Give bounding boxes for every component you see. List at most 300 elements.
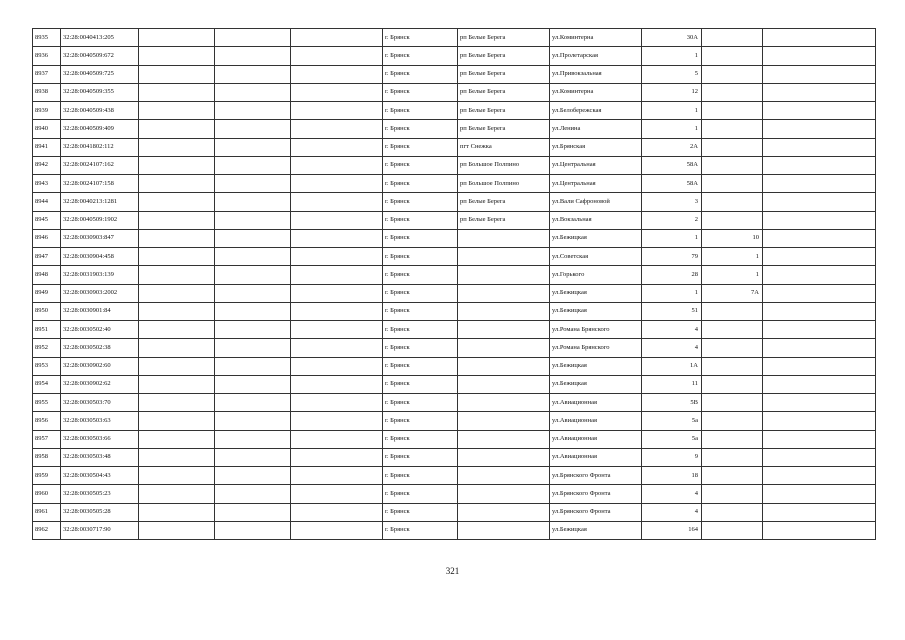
table-cell: 8943 — [33, 175, 61, 193]
table-cell — [291, 467, 383, 485]
table-cell: ул.Бежицкая — [550, 357, 642, 375]
table-cell — [291, 65, 383, 83]
table-cell — [702, 321, 763, 339]
table-cell — [291, 302, 383, 320]
table-cell: 1 — [642, 229, 702, 247]
table-cell — [139, 503, 215, 521]
table-cell — [763, 266, 876, 284]
table-cell — [702, 120, 763, 138]
table-row — [33, 229, 876, 247]
table-cell: 58А — [642, 175, 702, 193]
table-cell: 8952 — [33, 339, 61, 357]
table-cell — [291, 412, 383, 430]
table-cell — [139, 485, 215, 503]
registry-sheet — [32, 28, 875, 540]
table-row — [33, 65, 876, 83]
table-cell — [139, 83, 215, 101]
table-cell: ул.Коминтерна — [550, 83, 642, 101]
table-cell — [139, 248, 215, 266]
table-cell — [291, 193, 383, 211]
table-cell — [763, 321, 876, 339]
table-cell: 8958 — [33, 448, 61, 466]
table-cell: ул.Вокзальная — [550, 211, 642, 229]
table-cell — [763, 120, 876, 138]
table-cell: 28 — [642, 266, 702, 284]
table-cell: г. Брянск — [383, 375, 458, 393]
table-cell: г. Брянск — [383, 503, 458, 521]
table-cell: г. Брянск — [383, 229, 458, 247]
table-cell — [139, 302, 215, 320]
table-cell: 5а — [642, 430, 702, 448]
table-cell — [139, 357, 215, 375]
table-cell — [291, 29, 383, 47]
table-cell — [763, 394, 876, 412]
table-cell: 5а — [642, 412, 702, 430]
table-cell — [291, 156, 383, 174]
table-cell — [291, 521, 383, 539]
table-row — [33, 47, 876, 65]
table-cell: рп Белые Берега — [458, 65, 550, 83]
table-cell: ул.Бежицкая — [550, 302, 642, 320]
table-cell: 4 — [642, 503, 702, 521]
table-cell: 8956 — [33, 412, 61, 430]
table-cell: 8945 — [33, 211, 61, 229]
table-cell: 32:28:0030502:40 — [61, 321, 139, 339]
table-cell — [763, 83, 876, 101]
table-cell — [215, 375, 291, 393]
table-cell: г. Брянск — [383, 175, 458, 193]
table-cell: 32:28:0030503:66 — [61, 430, 139, 448]
table-cell: г. Брянск — [383, 430, 458, 448]
table-cell: г. Брянск — [383, 29, 458, 47]
table-cell: 58А — [642, 156, 702, 174]
table-cell — [139, 375, 215, 393]
table-cell: г. Брянск — [383, 284, 458, 302]
table-cell — [763, 229, 876, 247]
table-cell — [215, 412, 291, 430]
table-cell: 1 — [642, 284, 702, 302]
table-cell: 8960 — [33, 485, 61, 503]
table-cell: 32:28:0030901:84 — [61, 302, 139, 320]
table-cell — [702, 65, 763, 83]
table-cell: рп Белые Берега — [458, 102, 550, 120]
table-cell — [458, 357, 550, 375]
table-cell: рп Белые Берега — [458, 193, 550, 211]
table-cell: 10 — [702, 229, 763, 247]
table-cell: 1 — [642, 102, 702, 120]
table-cell: 1 — [702, 266, 763, 284]
table-cell — [215, 193, 291, 211]
table-cell — [215, 120, 291, 138]
table-cell — [215, 357, 291, 375]
table-cell: рп Белые Берега — [458, 83, 550, 101]
table-cell — [139, 229, 215, 247]
table-cell — [291, 357, 383, 375]
table-cell — [458, 339, 550, 357]
table-cell — [139, 321, 215, 339]
table-cell: 8959 — [33, 467, 61, 485]
table-cell — [291, 339, 383, 357]
table-cell: 8936 — [33, 47, 61, 65]
table-cell — [702, 339, 763, 357]
table-cell — [458, 430, 550, 448]
table-cell: 32:28:0040509:672 — [61, 47, 139, 65]
table-cell — [763, 248, 876, 266]
table-cell: 32:28:0030505:28 — [61, 503, 139, 521]
table-cell: 8957 — [33, 430, 61, 448]
table-cell — [763, 357, 876, 375]
table-cell — [763, 156, 876, 174]
table-cell — [763, 65, 876, 83]
table-cell — [139, 521, 215, 539]
table-cell — [763, 138, 876, 156]
table-cell: 32:28:0030505:23 — [61, 485, 139, 503]
table-cell — [763, 503, 876, 521]
table-cell — [291, 448, 383, 466]
table-row — [33, 193, 876, 211]
table-cell — [458, 248, 550, 266]
table-cell — [215, 503, 291, 521]
table-cell — [291, 503, 383, 521]
table-cell: г. Брянск — [383, 302, 458, 320]
table-cell — [702, 503, 763, 521]
table-cell: ул.Романа Брянского — [550, 321, 642, 339]
table-cell: ул.Авиационная — [550, 394, 642, 412]
table-cell: 1 — [702, 248, 763, 266]
table-cell — [458, 394, 550, 412]
table-cell — [702, 29, 763, 47]
table-cell: 32:28:0030717:90 — [61, 521, 139, 539]
table-row — [33, 83, 876, 101]
table-cell: 32:28:0040509:1902 — [61, 211, 139, 229]
table-cell — [291, 430, 383, 448]
table-cell: 32:28:0030902:60 — [61, 357, 139, 375]
table-cell — [763, 448, 876, 466]
table-cell — [215, 156, 291, 174]
table-row — [33, 503, 876, 521]
table-cell: 11 — [642, 375, 702, 393]
table-cell: 3 — [642, 193, 702, 211]
table-cell: 32:28:0040509:355 — [61, 83, 139, 101]
table-cell: 32:28:0040213:1281 — [61, 193, 139, 211]
table-cell: г. Брянск — [383, 448, 458, 466]
table-cell: 32:28:0030902:62 — [61, 375, 139, 393]
table-cell: ул.Коминтерна — [550, 29, 642, 47]
table-cell: ул.Ленина — [550, 120, 642, 138]
table-cell — [702, 375, 763, 393]
table-cell — [702, 394, 763, 412]
table-cell — [139, 467, 215, 485]
table-cell — [291, 83, 383, 101]
table-row — [33, 302, 876, 320]
table-cell: 2А — [642, 138, 702, 156]
table-row — [33, 467, 876, 485]
table-cell — [215, 521, 291, 539]
table-cell: 8954 — [33, 375, 61, 393]
table-cell — [458, 302, 550, 320]
table-cell — [763, 521, 876, 539]
table-row — [33, 284, 876, 302]
table-cell — [291, 485, 383, 503]
table-cell — [215, 448, 291, 466]
table-cell — [702, 156, 763, 174]
table-cell — [215, 211, 291, 229]
table-row — [33, 357, 876, 375]
table-cell — [139, 448, 215, 466]
table-row — [33, 120, 876, 138]
table-cell: г. Брянск — [383, 156, 458, 174]
table-cell: 32:28:0040509:438 — [61, 102, 139, 120]
table-cell — [763, 430, 876, 448]
table-row — [33, 430, 876, 448]
table-cell — [291, 248, 383, 266]
table-row — [33, 29, 876, 47]
table-cell: г. Брянск — [383, 193, 458, 211]
table-cell — [702, 485, 763, 503]
table-cell — [702, 430, 763, 448]
table-cell: 164 — [642, 521, 702, 539]
table-cell: 8939 — [33, 102, 61, 120]
table-cell — [215, 229, 291, 247]
table-cell: 32:28:0030502:38 — [61, 339, 139, 357]
table-cell — [458, 521, 550, 539]
table-cell: ул.Брянского Фронта — [550, 467, 642, 485]
table-cell: 32:28:0041802:112 — [61, 138, 139, 156]
table-row — [33, 485, 876, 503]
table-cell: ул.Романа Брянского — [550, 339, 642, 357]
table-cell — [458, 229, 550, 247]
table-cell — [139, 102, 215, 120]
table-cell — [458, 485, 550, 503]
table-cell: ул.Горького — [550, 266, 642, 284]
table-cell: 79 — [642, 248, 702, 266]
table-cell: 8946 — [33, 229, 61, 247]
table-cell: 4 — [642, 321, 702, 339]
table-cell — [139, 412, 215, 430]
table-cell — [702, 467, 763, 485]
table-row — [33, 321, 876, 339]
table-cell — [702, 47, 763, 65]
table-cell: 32:28:0024107:162 — [61, 156, 139, 174]
table-cell — [702, 412, 763, 430]
table-cell: ул.Брянского Фронта — [550, 503, 642, 521]
table-cell: 8941 — [33, 138, 61, 156]
table-cell — [458, 503, 550, 521]
table-cell — [215, 248, 291, 266]
table-cell: рп Белые Берега — [458, 211, 550, 229]
table-cell — [458, 284, 550, 302]
table-cell: г. Брянск — [383, 138, 458, 156]
table-cell — [139, 211, 215, 229]
table-cell: 8962 — [33, 521, 61, 539]
registry-table — [32, 28, 876, 540]
table-cell: г. Брянск — [383, 521, 458, 539]
table-row — [33, 521, 876, 539]
table-cell — [291, 229, 383, 247]
table-cell: 1 — [642, 120, 702, 138]
table-cell — [139, 47, 215, 65]
table-cell — [291, 175, 383, 193]
table-cell: 1А — [642, 357, 702, 375]
table-row — [33, 102, 876, 120]
table-cell — [702, 302, 763, 320]
table-row — [33, 412, 876, 430]
table-cell — [763, 211, 876, 229]
table-cell: ул.Бежицкая — [550, 375, 642, 393]
table-cell — [291, 284, 383, 302]
table-cell: 8937 — [33, 65, 61, 83]
table-cell: г. Брянск — [383, 248, 458, 266]
table-cell: 32:28:0030904:458 — [61, 248, 139, 266]
table-cell — [215, 138, 291, 156]
table-cell: 8938 — [33, 83, 61, 101]
table-cell: 5В — [642, 394, 702, 412]
table-cell: 8940 — [33, 120, 61, 138]
table-cell: 32:28:0030503:63 — [61, 412, 139, 430]
table-cell: г. Брянск — [383, 357, 458, 375]
table-row — [33, 156, 876, 174]
table-cell — [763, 284, 876, 302]
table-cell — [458, 467, 550, 485]
table-cell: ул.Вали Сафроновой — [550, 193, 642, 211]
table-cell — [458, 448, 550, 466]
table-cell — [763, 102, 876, 120]
table-cell: 32:28:0030903:847 — [61, 229, 139, 247]
table-cell — [458, 321, 550, 339]
table-cell — [702, 102, 763, 120]
table-cell: ул.Брянская — [550, 138, 642, 156]
table-cell — [458, 375, 550, 393]
table-cell — [291, 120, 383, 138]
table-cell: 32:28:0030503:48 — [61, 448, 139, 466]
table-cell — [702, 521, 763, 539]
table-cell: г. Брянск — [383, 83, 458, 101]
table-cell — [763, 467, 876, 485]
table-cell: рп Большое Полпино — [458, 175, 550, 193]
table-cell: ул.Советская — [550, 248, 642, 266]
table-cell: ул.Бежицкая — [550, 229, 642, 247]
table-cell — [139, 175, 215, 193]
table-row — [33, 211, 876, 229]
table-cell — [702, 138, 763, 156]
table-cell — [139, 120, 215, 138]
table-cell: г. Брянск — [383, 412, 458, 430]
table-cell — [215, 102, 291, 120]
table-cell: ул.Авиационная — [550, 412, 642, 430]
table-cell: 32:28:0040509:725 — [61, 65, 139, 83]
table-cell: 8949 — [33, 284, 61, 302]
table-cell: 8953 — [33, 357, 61, 375]
table-cell — [763, 485, 876, 503]
table-row — [33, 375, 876, 393]
table-cell: 8942 — [33, 156, 61, 174]
table-cell — [215, 284, 291, 302]
table-cell: ул.Центральная — [550, 156, 642, 174]
table-row — [33, 175, 876, 193]
table-cell — [139, 156, 215, 174]
table-cell: пгт Снежка — [458, 138, 550, 156]
table-body — [33, 29, 876, 540]
table-cell — [139, 394, 215, 412]
table-cell — [763, 412, 876, 430]
table-cell — [215, 47, 291, 65]
table-cell — [702, 448, 763, 466]
table-cell: 32:28:0030503:70 — [61, 394, 139, 412]
table-cell: г. Брянск — [383, 211, 458, 229]
table-cell: 8948 — [33, 266, 61, 284]
table-cell — [291, 375, 383, 393]
table-cell: ул.Белобережская — [550, 102, 642, 120]
table-cell: ул.Привокзальная — [550, 65, 642, 83]
table-cell: г. Брянск — [383, 120, 458, 138]
table-cell — [139, 284, 215, 302]
table-cell — [291, 138, 383, 156]
table-cell: г. Брянск — [383, 321, 458, 339]
table-cell — [763, 302, 876, 320]
table-cell: 8951 — [33, 321, 61, 339]
table-cell: г. Брянск — [383, 65, 458, 83]
table-cell: 7А — [702, 284, 763, 302]
table-cell — [215, 302, 291, 320]
table-cell — [291, 394, 383, 412]
table-cell — [139, 266, 215, 284]
table-cell — [215, 430, 291, 448]
table-cell — [139, 65, 215, 83]
table-cell: рп Белые Берега — [458, 47, 550, 65]
table-cell: 8947 — [33, 248, 61, 266]
table-cell: 8935 — [33, 29, 61, 47]
table-cell: 32:28:0040413:205 — [61, 29, 139, 47]
table-cell: 51 — [642, 302, 702, 320]
table-cell: ул.Пролетарская — [550, 47, 642, 65]
table-cell — [139, 138, 215, 156]
table-cell — [763, 29, 876, 47]
table-cell: 32:28:0030504:43 — [61, 467, 139, 485]
table-cell — [139, 339, 215, 357]
table-cell — [291, 47, 383, 65]
table-cell — [458, 266, 550, 284]
table-cell: 1 — [642, 47, 702, 65]
table-cell — [702, 175, 763, 193]
table-cell: 8950 — [33, 302, 61, 320]
table-cell: 18 — [642, 467, 702, 485]
table-cell — [291, 102, 383, 120]
table-cell: 8944 — [33, 193, 61, 211]
table-cell — [215, 321, 291, 339]
table-cell: 32:28:0031903:139 — [61, 266, 139, 284]
table-cell — [215, 65, 291, 83]
table-cell: ул.Бежицкая — [550, 284, 642, 302]
table-cell — [763, 339, 876, 357]
table-cell: г. Брянск — [383, 102, 458, 120]
table-cell: г. Брянск — [383, 394, 458, 412]
table-cell: рп Белые Берега — [458, 120, 550, 138]
table-cell — [139, 193, 215, 211]
table-cell — [458, 412, 550, 430]
table-cell: ул.Авиационная — [550, 448, 642, 466]
table-cell — [763, 175, 876, 193]
table-cell: г. Брянск — [383, 339, 458, 357]
table-cell — [763, 47, 876, 65]
table-row — [33, 248, 876, 266]
table-cell: 8961 — [33, 503, 61, 521]
table-cell — [215, 339, 291, 357]
table-cell: 8955 — [33, 394, 61, 412]
table-cell: г. Брянск — [383, 47, 458, 65]
table-cell: 30А — [642, 29, 702, 47]
table-cell — [215, 83, 291, 101]
table-cell: ул.Авиационная — [550, 430, 642, 448]
